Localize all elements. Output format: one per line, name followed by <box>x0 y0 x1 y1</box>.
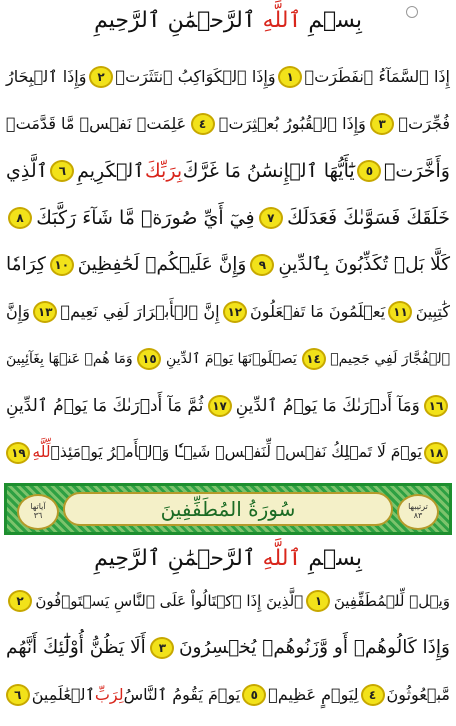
verse-line <box>6 301 450 323</box>
ayah-count-label: آياتها <box>30 502 46 512</box>
verse-line <box>6 684 450 706</box>
divine-name-text: لِرَبِّ <box>94 685 124 704</box>
verse-text: وَإِنَّ <box>6 302 30 321</box>
verse-text: وَأَخَّرَتۡ <box>384 159 450 182</box>
ayah-number-marker: ٤ <box>191 113 215 135</box>
verse-line <box>6 442 450 464</box>
verse-text: ٱلۡفُجَّارَ لَفِي جَحِيمٖ <box>330 351 450 367</box>
surah-title-panel <box>63 492 393 526</box>
verse-text: وَإِذَا ٱلۡكَوَاكِبُ ٱنتَثَرَتۡ <box>115 67 276 86</box>
ayah-number-marker: ١ <box>306 590 330 612</box>
verse-text: كَلَّا بَلۡ تُكَذِّبُونَ بِٱلدِّينِ <box>278 253 450 275</box>
verse-text: وَإِذَا كَالُوهُمۡ أَو وَّزَنُوهُمۡ يُخۡسِرُونَ <box>178 636 450 658</box>
basmala-word: ٱلرَّحۡمَٰنِ ٱلرَّحِيمِ <box>94 546 256 571</box>
verse-text: يَوۡمَ لَا تَمۡلِكُ نَفۡسٞ لِّنَفۡسٖ شَيۡـٔٗا وَٱلۡأَمۡرُ يَوۡمَئِذٖ <box>50 443 422 462</box>
surah-order-label: ترتيبها <box>408 502 428 512</box>
verse-line <box>6 348 450 370</box>
ayah-count-value: ٣٦ <box>33 511 43 520</box>
basmala-word: بِسۡمِ <box>308 546 362 571</box>
basmala-word: ٱلرَّحۡمَٰنِ ٱلرَّحِيمِ <box>94 8 256 33</box>
verse-text: وَمَآ أَدۡرَىٰكَ مَا يَوۡمُ ٱلدِّينِ <box>235 395 420 416</box>
ayah-number-marker: ٢ <box>8 590 32 612</box>
verse-text: وَإِذَا ٱلۡقُبُورُ بُعۡثِرَتۡ <box>218 114 366 133</box>
ayah-number-marker: ٣ <box>370 113 394 135</box>
verse-text: يَعۡلَمُونَ مَا تَفۡعَلُونَ <box>250 302 386 321</box>
verse-text: كِرَامٗا <box>6 253 46 275</box>
verse-text: إِذَا ٱلسَّمَآءُ ٱنفَطَرَتۡ <box>304 67 450 86</box>
verse-line <box>6 637 450 659</box>
verse-line <box>6 113 450 135</box>
verse-line <box>6 207 450 229</box>
verse-text: عَلِمَتۡ نَفۡسٞ مَّا قَدَّمَتۡ <box>6 114 187 133</box>
verse-text: وَإِنَّ عَلَيۡكُمۡ لَحَٰفِظِينَ <box>77 253 247 275</box>
ayah-number-marker: ١ <box>278 66 302 88</box>
verse-line <box>6 590 450 612</box>
ayah-number-marker: ١٥ <box>137 348 161 370</box>
verse-line <box>6 395 450 417</box>
verse-text: فُجِّرَتۡ <box>398 114 450 133</box>
verse-text: مَّبۡعُوثُونَ <box>386 685 450 704</box>
ayah-number-marker: ٩ <box>250 254 274 276</box>
ayah-number-marker: ١٧ <box>208 395 232 417</box>
verse-line <box>6 160 450 182</box>
surah-ayah-count-cartouche <box>17 494 59 530</box>
verse-text: ٱلَّذِينَ إِذَا ٱكۡتَالُواْ عَلَى ٱلنَّاسِ يَسۡتَوۡفُونَ <box>35 591 304 610</box>
ayah-number-marker: ٥ <box>357 160 381 182</box>
verse-text: ٱلۡكَرِيمِ <box>77 159 145 182</box>
basmala-allah: ٱللَّهِ <box>262 8 302 33</box>
verse-text: وَمَا هُمۡ عَنۡهَا بِغَآئِبِينَ <box>6 351 133 367</box>
ayah-number-marker: ١٣ <box>33 301 57 323</box>
ayah-number-marker: ٤ <box>361 684 385 706</box>
verse-line <box>6 66 450 88</box>
ayah-number-marker: ١٤ <box>302 348 326 370</box>
surah-header-frame <box>4 483 452 535</box>
ayah-number-marker: ٥ <box>242 684 266 706</box>
ayah-number-marker: ١٢ <box>223 301 247 323</box>
basmala-word: بِسۡمِ <box>308 8 362 33</box>
surah-order-value: ٨٣ <box>413 511 423 520</box>
ayah-number-marker: ١١ <box>388 301 412 323</box>
verse-text: ٱلۡعَٰلَمِينَ <box>31 685 95 704</box>
surah-order-cartouche <box>397 494 439 530</box>
verse-text: ثُمَّ مَآ أَدۡرَىٰكَ مَا يَوۡمُ ٱلدِّينِ <box>6 395 204 416</box>
ayah-number-marker: ١٩ <box>6 442 30 464</box>
verse-text: فِيٓ أَيِّ صُورَةٖ مَّا شَآءَ رَكَّبَكَ <box>36 206 255 229</box>
verse-text: لِيَوۡمٍ عَظِيمٖ <box>268 685 359 704</box>
verse-line <box>6 254 450 276</box>
divine-name-text: لِّلَّهِ <box>32 443 51 462</box>
verse-text: خَلَقَكَ فَسَوَّىٰكَ فَعَدَلَكَ <box>287 206 450 229</box>
ayah-number-marker: ٦ <box>6 684 30 706</box>
verse-text: يَٰٓأَيُّهَا ٱلۡإِنسَٰنُ مَا غَرَّكَ <box>182 159 355 182</box>
ayah-number-marker: ٦ <box>50 160 74 182</box>
verse-text: كَٰتِبِينَ <box>415 302 450 321</box>
surah-title: سُورَةُ المُطَفِّفِينَ <box>160 497 296 521</box>
verse-text: يَصۡلَوۡنَهَا يَوۡمَ ٱلدِّينِ <box>166 351 297 367</box>
ayah-number-marker: ٣ <box>150 637 174 659</box>
divine-name-text: بِرَبِّكَ <box>145 159 183 182</box>
verse-text: وَإِذَا ٱلۡبِحَارُ <box>6 67 87 86</box>
ayah-number-marker: ١٦ <box>424 395 448 417</box>
basmala-top <box>0 10 456 32</box>
verse-text: وَيۡلٞ لِّلۡمُطَفِّفِينَ <box>333 591 450 610</box>
basmala-allah: ٱللَّهِ <box>262 546 302 571</box>
basmala-surah <box>0 548 456 570</box>
verse-text: أَلَا يَظُنُّ أُوْلَٰٓئِكَ أَنَّهُم <box>6 636 146 658</box>
verse-text: يَوۡمَ يَقُومُ ٱلنَّاسُ <box>123 685 241 704</box>
ayah-number-marker: ١٨ <box>424 442 448 464</box>
ayah-number-marker: ٨ <box>8 207 32 229</box>
ayah-number-marker: ٢ <box>89 66 113 88</box>
ayah-number-marker: ١٠ <box>50 254 74 276</box>
verse-text: ٱلَّذِي <box>6 159 48 182</box>
verse-text: إِنَّ ٱلۡأَبۡرَارَ لَفِي نَعِيمٖ <box>60 302 220 321</box>
ayah-number-marker: ٧ <box>259 207 283 229</box>
